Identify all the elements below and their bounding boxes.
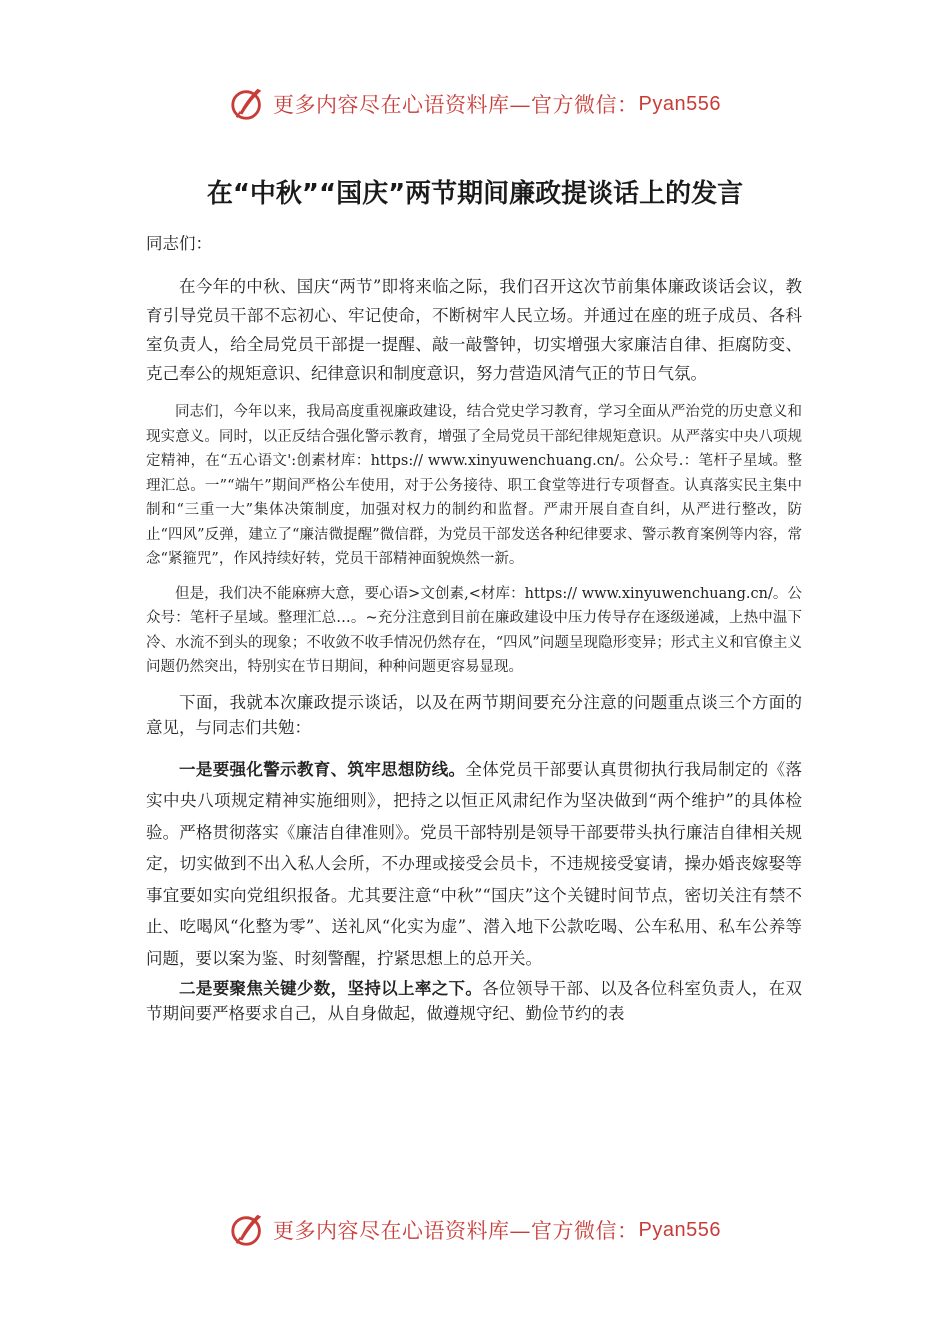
paragraph-outline: 下面，我就本次廉政提示谈话，以及在两节期间要充分注意的问题重点谈三个方面的意见，与同志们共勉： — [146, 692, 802, 737]
paragraph-point-two — [146, 976, 802, 1026]
point-two-text: 各位领导干部、以及各位科室负责人，在双节期间要严格要求自己，从自身做起，做遵规守纪、勤俭节约的表 — [146, 979, 803, 1023]
point-one-text: 全体党员干部要认真贯彻执行我局制定的《落实中央八项规定精神实施细则》，把持之以恒正风肃纪作为坚决做到“两个维护”的具体检验。严格贯彻落实《廉洁自律准则》。党员干部特别是领导干部要带头执行廉洁自律相关规定，切实做到不出入私人会所，不办理或接受会员卡，不违规接受宴请，操办婚丧嫁娶等事宜要如实向党组织报备。尤其要注意“中秋”“国庆”这个关键时间节点，密切关注有禁不止、吃喝风“化整为零”、送礼风“化实为虚”、潜入地下公款吃喝、公车私用、私车公养等问题，要以案为鉴、时刻警醒，拧紧思想上的总开关。 — [146, 759, 803, 968]
salutation: 同志们： — [146, 234, 212, 253]
header-banner — [0, 82, 950, 126]
point-two-heading: 二是要聚焦关键少数，坚持以上率之下。 — [179, 979, 483, 998]
document-title: 在“中秋”“国庆”两节期间廉政提谈话上的发言 — [206, 179, 744, 209]
quill-logo-icon — [229, 1211, 267, 1249]
banner-text: 更多内容尽在心语资料库—官方微信： — [273, 93, 639, 117]
paragraph-intro: 在今年的中秋、国庆“两节”即将来临之际，我们召开这次节前集体廉政谈话会议，教育引导党员干部不忘初心、牢记使命，不断树牢人民立场。并通过在座的班子成员、各科室负责人，给全局党员干部提一提醒、敲一敲警钟，切实增强大家廉洁自律、拒腐防变、克己奉公的规矩意识、纪律意识和制度意识，努力营造风清气正的节日气氛。 — [146, 277, 802, 383]
document-body — [146, 231, 802, 1026]
paragraph-point-one — [146, 754, 802, 975]
wechat-id: Pyan556 — [638, 1218, 721, 1241]
quill-logo-icon — [229, 85, 267, 123]
banner-text: 更多内容尽在心语资料库—官方微信： — [273, 1219, 639, 1243]
wechat-id: Pyan556 — [638, 92, 721, 115]
paragraph-problems: 但是，我们决不能麻痹大意，要心语>文创素,<材库：https:// www.xinyuwenchuang.cn/。公众号：笔杆子星域。整理汇总…。~充分注意到目前在廉政建设中压力传导存在逐级递减，上热中温下冷、水流不到头的现象；不收敛不收手情况仍然存在，“四风”问题呈现隐形变异；形式主义和官僚主义问题仍然突出，特别实在节日期间，种种问题更容易显现。 — [146, 585, 802, 675]
paragraph-work-review: 同志们，今年以来，我局高度重视廉政建设，结合党史学习教育，学习全面从严治党的历史意义和现实意义。同时，以正反结合强化警示教育，增强了全局党员干部纪律规矩意识。从严落实中央八项规定精神，在“五心语文':创素材库：https:// www.xinyuwenchuang.cn/。公众号.：笔杆子星域。整理汇总。一”“端午”期间严格公车使用，对于公务接待、职工食堂等进行专项督查。认真落实民主集中制和“三重一大”集体决策制度，加强对权力的制约和监督。严肃开展自查自纠，从严进行整改，防止“四风”反弹，建立了“廉洁微提醒”微信群，为党员干部发送各种纪律要求、警示教育案例等内容，常念“紧箍咒”，作风持续好转，党员干部精神面貌焕然一新。 — [146, 404, 802, 567]
point-one-heading: 一是要强化警示教育、筑牢思想防线。 — [179, 759, 466, 779]
footer-banner — [0, 1208, 950, 1252]
